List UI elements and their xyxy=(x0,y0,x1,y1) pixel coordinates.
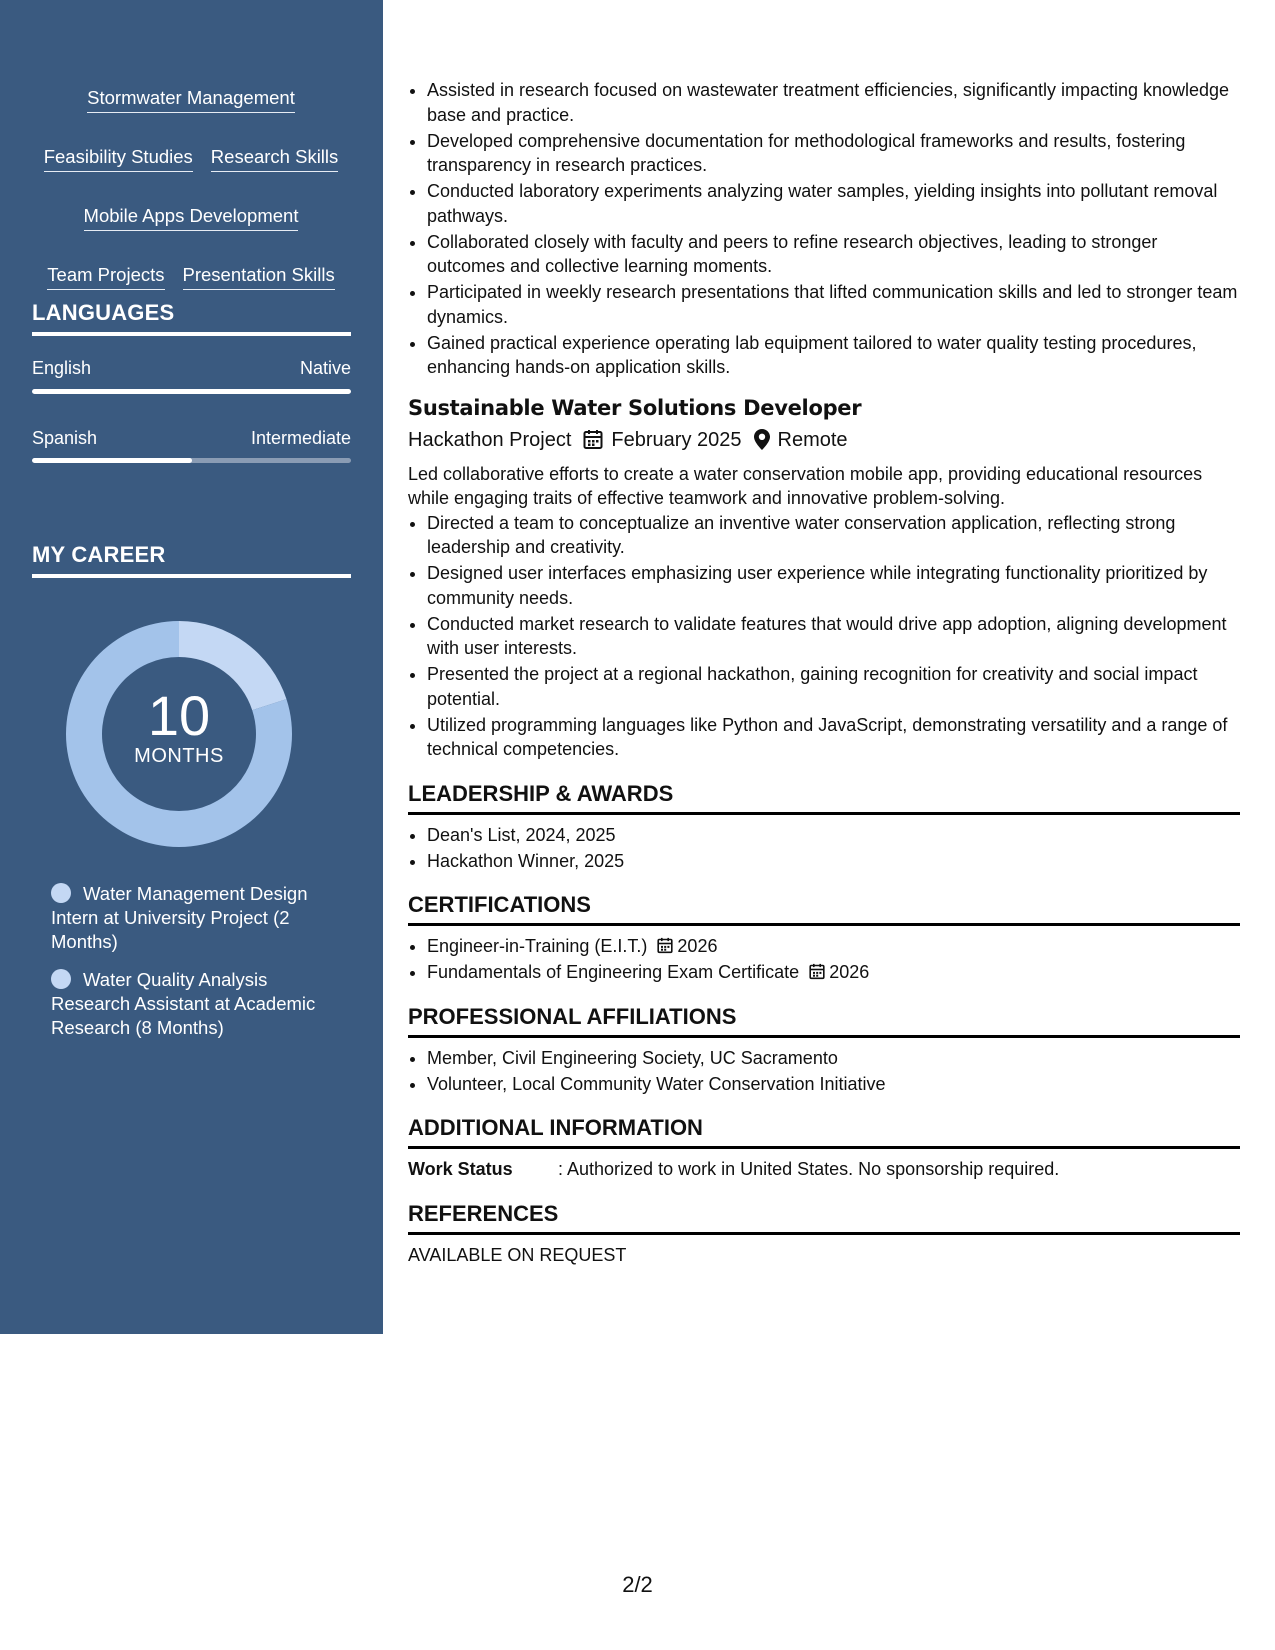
list-item: • Member, Civil Engineering Society, UC Sacramento xyxy=(427,1046,1240,1071)
page-number: 2/2 xyxy=(622,1572,653,1597)
leadership-heading: LEADERSHIP & AWARDS xyxy=(408,780,1240,815)
language-bar-english xyxy=(32,389,351,394)
career-donut-chart xyxy=(66,621,292,847)
role-description: Led collaborative efforts to create a water conservation mobile app, providing educational resources while engaging traits of effective teamwork and innovative problem-solving. xyxy=(408,463,1203,508)
role-org: Hackathon Project xyxy=(408,428,572,451)
work-status-value: : Authorized to work in United States. No sponsorship required. xyxy=(558,1159,1060,1179)
list-item: • Gained practical experience operating lab equipment tailored to water quality testing procedures, enhancing hands-on application skills. xyxy=(427,331,1240,380)
career-unit: MONTHS xyxy=(134,744,224,767)
cert-name: Engineer-in-Training (E.I.T.) xyxy=(427,936,648,956)
references-text: AVAILABLE ON REQUEST xyxy=(408,1244,627,1265)
skill-tag: Research Skills xyxy=(211,145,339,172)
list-item xyxy=(427,960,1240,985)
list-item: • Volunteer, Local Community Water Conservation Initiative xyxy=(427,1072,1240,1097)
work-status-label: Work Status xyxy=(408,1159,513,1179)
list-item: • Designed user interfaces emphasizing user experience while integrating functionality prioritized by community needs. xyxy=(427,561,1240,610)
list-item: • Hackathon Winner, 2025 xyxy=(427,849,1240,874)
career-total: 10 xyxy=(147,683,211,747)
cert-name: Fundamentals of Engineering Exam Certificate xyxy=(427,962,800,982)
list-item: • Collaborated closely with faculty and peers to refine research objectives, leading to stronger outcomes and collective learning moments. xyxy=(427,230,1240,279)
calendar-icon xyxy=(583,429,603,450)
list-item: • Assisted in research focused on wastewater treatment efficiencies, significantly impacting knowledge base and practice. xyxy=(427,78,1240,127)
career-item-text: Water Quality Analysis Research Assistant at Academic Research (8 Months) xyxy=(51,969,316,1038)
skill-tag: Feasibility Studies xyxy=(44,145,193,172)
language-row-spanish xyxy=(32,428,351,449)
main-content xyxy=(408,78,1240,1267)
affiliations-heading: PROFESSIONAL AFFILIATIONS xyxy=(408,1003,1240,1038)
role-meta xyxy=(408,426,1240,454)
role-location: Remote xyxy=(777,428,848,451)
list-item: • Participated in weekly research presentations that lifted communication skills and led to stronger team dynamics. xyxy=(427,280,1240,329)
references-heading: REFERENCES xyxy=(408,1200,1240,1235)
cert-year: 2026 xyxy=(829,962,870,982)
sidebar xyxy=(0,0,383,1334)
intro-bullets xyxy=(408,78,1240,380)
language-level: Native xyxy=(299,358,351,378)
work-status-row xyxy=(408,1157,1240,1182)
calendar-icon xyxy=(657,937,673,954)
list-item: • Directed a team to conceptualize an inventive water conservation application, reflecting strong leadership and creativity. xyxy=(427,511,1240,560)
leadership-list xyxy=(408,823,1240,874)
language-bar-fill xyxy=(32,458,192,463)
role-date: February 2025 xyxy=(611,428,742,451)
additional-info-heading: ADDITIONAL INFORMATION xyxy=(408,1114,1240,1149)
language-name: Spanish xyxy=(32,428,98,448)
career-item-text: Water Management Design Intern at University Project (2 Months) xyxy=(51,883,308,952)
affiliations-list xyxy=(408,1046,1240,1097)
skill-tag: Presentation Skills xyxy=(183,263,335,290)
certifications-list xyxy=(408,934,1240,985)
list-item: • Conducted market research to validate features that would drive app adoption, aligning development with user interests. xyxy=(427,612,1240,661)
role-title: Sustainable Water Solutions Developer xyxy=(408,395,862,420)
donut-center xyxy=(66,621,292,847)
skill-tag: Stormwater Management xyxy=(87,86,295,113)
language-bar-spanish xyxy=(32,458,351,463)
language-name: English xyxy=(32,358,92,378)
cert-year: 2026 xyxy=(677,936,718,956)
list-item: • Utilized programming languages like Python and JavaScript, demonstrating versatility and a range of technical competencies. xyxy=(427,713,1240,762)
languages-heading: LANGUAGES xyxy=(32,300,351,336)
certifications-heading: CERTIFICATIONS xyxy=(408,891,1240,926)
language-bar-fill xyxy=(32,389,351,394)
list-item: • Dean's List, 2024, 2025 xyxy=(427,823,1240,848)
career-item xyxy=(51,882,331,954)
list-item: • Conducted laboratory experiments analyzing water samples, yielding insights into pollutant removal pathways. xyxy=(427,179,1240,228)
career-item xyxy=(51,968,331,1040)
career-heading: MY CAREER xyxy=(32,542,351,578)
location-pin-icon xyxy=(754,429,770,450)
skill-tag: Mobile Apps Development xyxy=(84,204,299,231)
calendar-icon xyxy=(809,963,825,980)
skill-tag: Team Projects xyxy=(47,263,164,290)
skills-list xyxy=(32,86,350,290)
list-item xyxy=(427,934,1240,959)
language-level: Intermediate xyxy=(250,428,351,448)
role-bullets xyxy=(408,511,1240,762)
list-item: • Presented the project at a regional hackathon, gaining recognition for creativity and social impact potential. xyxy=(427,662,1240,711)
language-row-english xyxy=(32,358,351,379)
legend-dot-icon xyxy=(51,883,71,903)
list-item: • Developed comprehensive documentation for methodological frameworks and results, fostering transparency in research practices. xyxy=(427,129,1240,178)
legend-dot-icon xyxy=(51,969,71,989)
